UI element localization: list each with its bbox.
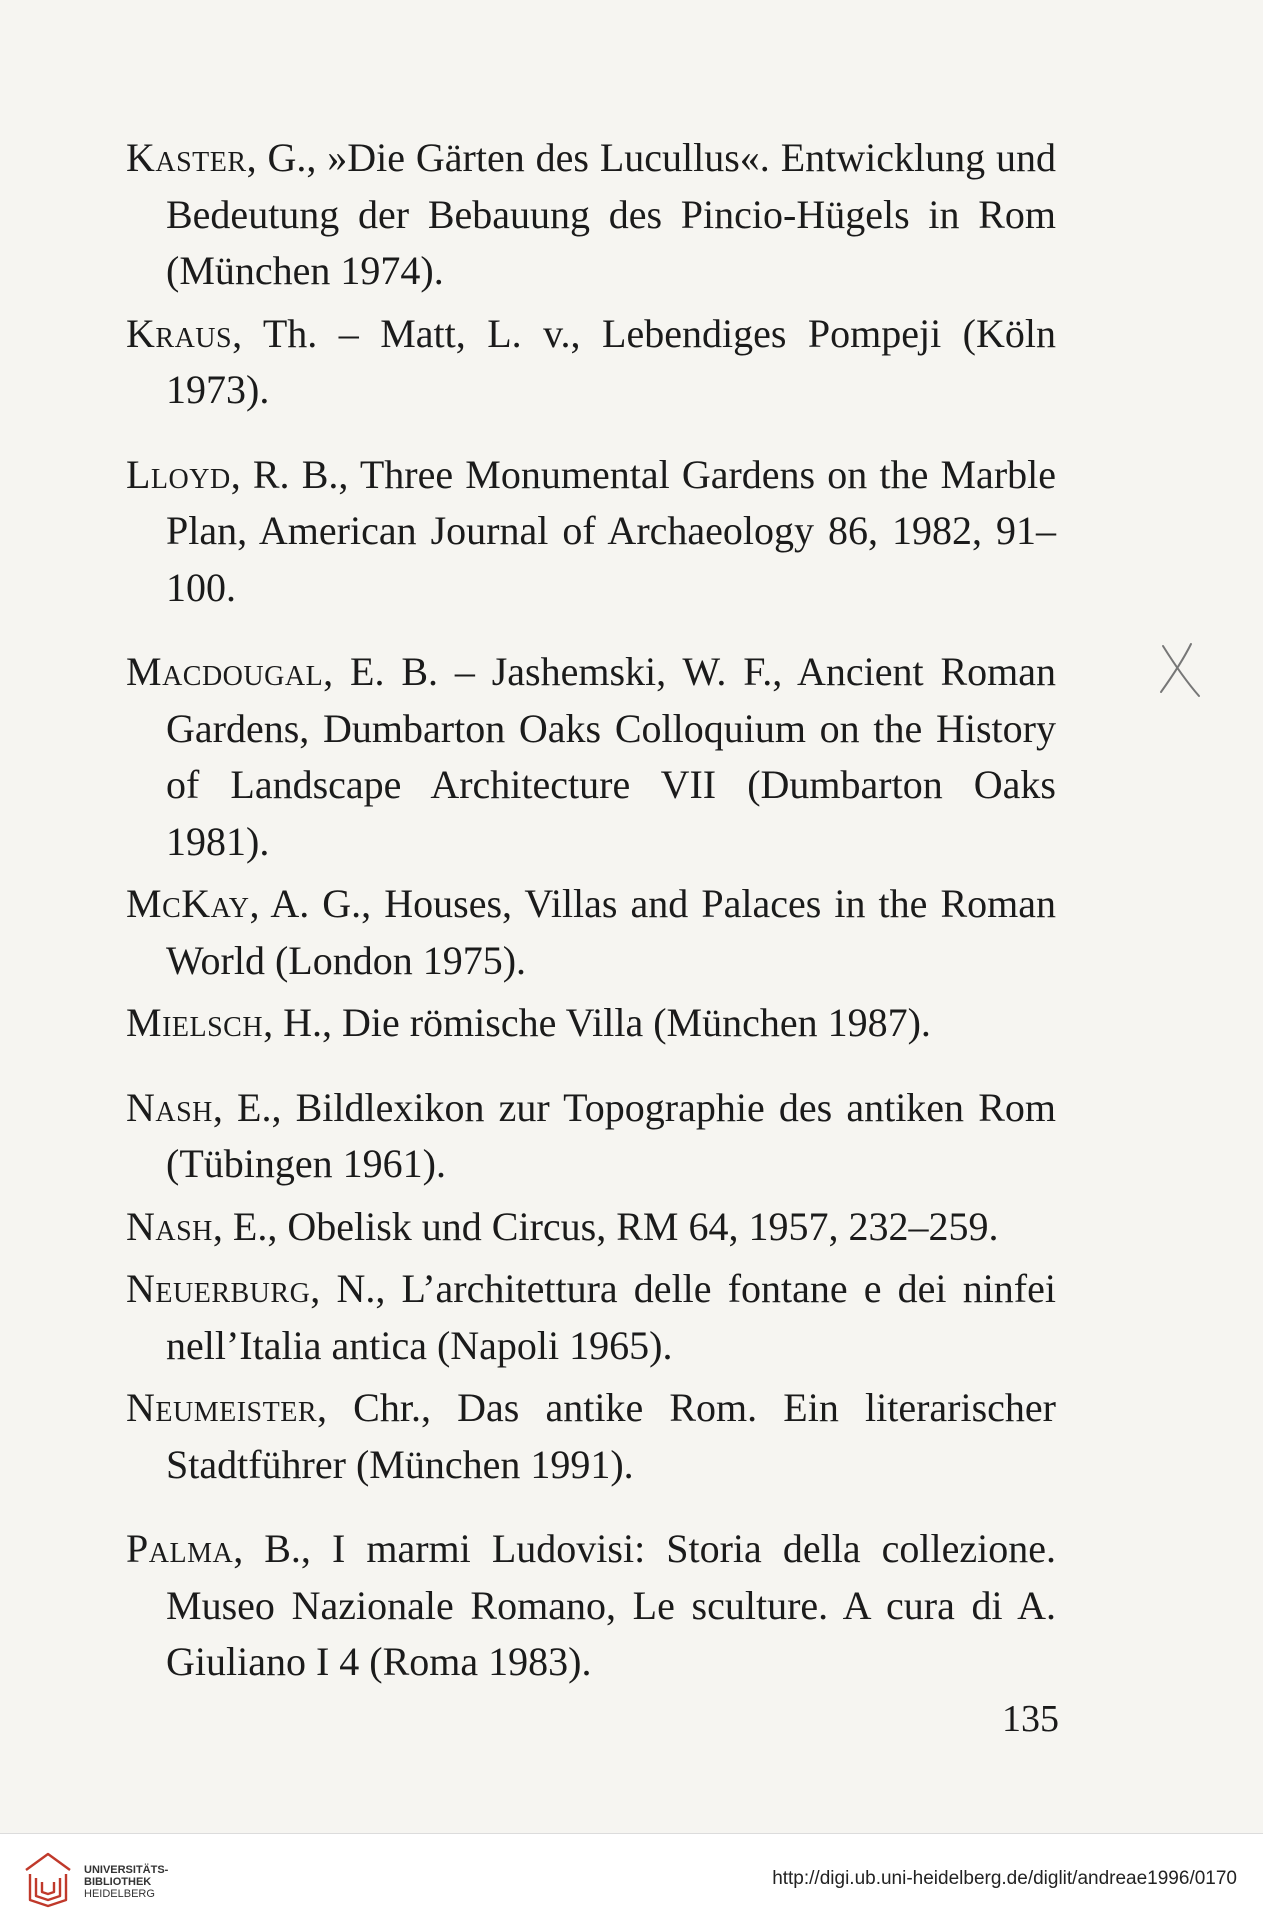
entry-author: Kaster [126,135,247,180]
logo-line: HEIDELBERG [84,1888,155,1900]
bibliography-entry [126,876,1056,989]
entry-author: Macdougal [126,649,324,694]
entry-text: , E., Bildlexikon zur Topographie des antiken Rom (Tübingen 1961). [166,1084,1056,1186]
logo-line: UNIVERSITÄTS- [84,1864,169,1876]
bibliography-entry [126,1199,1056,1256]
bibliography-entry [126,1380,1056,1493]
logo-line: BIBLIOTHEK [84,1876,152,1888]
entry-author: McKay [126,881,250,926]
entry-author: Mielsch [126,1000,264,1045]
bibliography-entry [126,1261,1056,1374]
bibliography-entry [126,1080,1056,1193]
entry-text: , H., Die römische Villa (München 1987). [263,1000,931,1045]
entry-author: Neuerburg [126,1266,311,1311]
bibliography-entry [126,644,1056,870]
entry-text: , R. B., Three Monumental Gardens on the Marble Plan, American Journal of Archaeology 86, 1982, 91–100. [166,451,1056,610]
entry-author: Kraus [126,310,233,356]
bibliography-list [126,130,1056,1691]
library-logo[interactable] [22,1846,252,1912]
page-number: 135 [1002,1698,1059,1740]
bibliography-entry [126,306,1056,419]
entry-author: Neumeister [126,1385,317,1430]
entry-text: , Th. – Matt, L. v., Lebendiges Pompeji (Köln 1973). [166,310,1056,412]
entry-author: Nash [126,1203,213,1249]
entry-author: Nash [126,1084,213,1130]
entry-text: , A. G., Houses, Villas and Palaces in the Roman World (London 1975). [166,881,1056,983]
bibliography-entry [126,995,1056,1052]
viewer-footer [0,1833,1263,1925]
entry-text: , E., Obelisk und Circus, RM 64, 1957, 232–259. [212,1203,999,1249]
entry-text: , G., »Die Gärten des Lucullus«. Entwicklung und Bedeutung der Bebauung des Pincio-Hügels in Rom (München 1974). [166,135,1056,293]
university-library-logo-icon [22,1850,74,1908]
entry-author: Lloyd [126,451,231,497]
library-logo-text [84,1864,168,1900]
entry-author: Palma [126,1526,234,1571]
entry-text: , E. B. – Jashemski, W. F., Ancient Roman Gardens, Dumbarton Oaks Colloquium on the History of Landscape Architecture VII (Dumbarton Oaks 1981). [166,649,1056,864]
entry-text: , N., L’architettura delle fontane e dei ninfei nell’Italia antica (Napoli 1965). [166,1266,1056,1368]
entry-text: , B., I marmi Ludovisi: Storia della collezione. Museo Nazionale Romano, Le sculture. A cura di A. Giuliano I 4 (Roma 1983). [166,1526,1056,1684]
bibliography-entry [126,130,1056,300]
source-url-link[interactable]: http://digi.ub.uni-heidelberg.de/diglit/andreae1996/0170 [772,1868,1237,1889]
entry-text: , Chr., Das antike Rom. Ein literarischer Stadtführer (München 1991). [166,1385,1056,1487]
bibliography-entry [126,1521,1056,1691]
handwritten-x-mark-icon [1155,640,1205,700]
bibliography-entry [126,447,1056,617]
